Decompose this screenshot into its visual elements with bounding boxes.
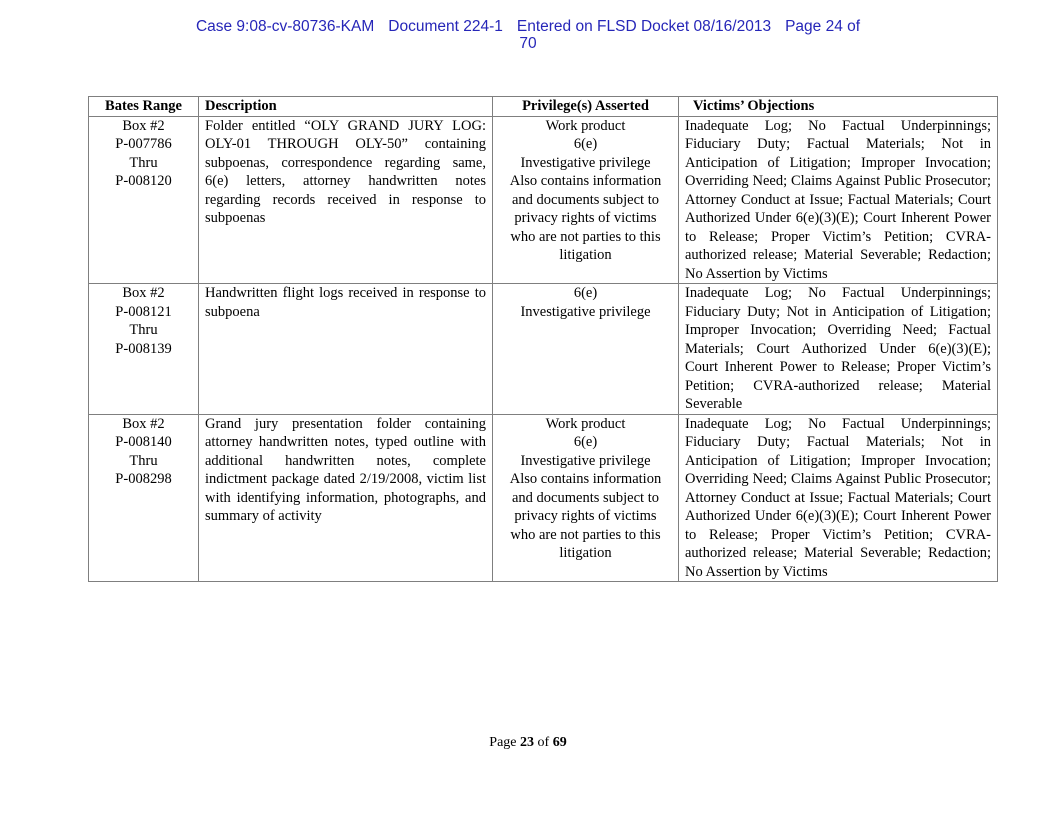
bates-range-cell <box>89 284 199 415</box>
description-cell: Folder entitled “OLY GRAND JURY LOG: OLY-01 THROUGH OLY-50” containing subpoenas, correspondence regarding same, 6(e) letters, attorney handwritten notes regarding records received in response to subpoenas <box>199 116 493 284</box>
privilege-line: Also contains information <box>509 471 662 487</box>
header-page-of: Page 24 of <box>785 18 861 35</box>
bates-line: P-008140 <box>115 434 172 450</box>
page-footer <box>0 735 1056 751</box>
bates-line: Thru <box>129 154 158 171</box>
case-number: Case 9:08-cv-80736-KAM <box>195 18 375 35</box>
privileges-cell <box>493 284 679 415</box>
privilege-line: privacy rights of victims <box>514 508 657 524</box>
bates-line: Thru <box>129 322 158 338</box>
footer-page-number: 23 <box>520 735 535 750</box>
bates-line: P-008121 <box>115 303 172 320</box>
column-header-description: Description <box>199 97 493 117</box>
bates-line: P-008120 <box>115 173 172 189</box>
privilege-line: Investigative privilege <box>520 303 651 320</box>
bates-range-cell <box>89 414 199 582</box>
privilege-line: Work product <box>545 117 626 134</box>
privilege-line: 6(e) <box>573 285 598 301</box>
table-row <box>89 284 998 415</box>
privilege-line: Investigative privilege <box>520 452 651 469</box>
bates-line: P-008139 <box>115 340 172 357</box>
privilege-line: Investigative privilege <box>520 154 651 171</box>
column-header-privileges: Privilege(s) Asserted <box>493 97 679 117</box>
privilege-line: litigation <box>559 545 612 561</box>
bates-range-cell <box>89 116 199 284</box>
privilege-line: Also contains information <box>509 173 662 189</box>
description-cell: Handwritten flight logs received in response to subpoena <box>199 284 493 415</box>
docket-header <box>0 18 1056 52</box>
objections-cell: Inadequate Log; No Factual Underpinnings; Fiduciary Duty; Factual Materials; Not in Anticipation of Litigation; Improper Invocation; Overriding Need; Claims Against Public Prosecutor; Attorney Conduct at Issue; Factual Materials; Court Authorized Under 6(e)(3)(E); Court Inherent Power to Release; Proper Victim’s Petition; CVRA-authorized release; Material Severable; Redaction; No Assertion by Victims <box>679 116 998 284</box>
column-header-bates-range: Bates Range <box>89 97 199 117</box>
objections-cell: Inadequate Log; No Factual Underpinnings; Fiduciary Duty; Factual Materials; Not in Anticipation of Litigation; Improper Invocation; Overriding Need; Claims Against Public Prosecutor; Attorney Conduct at Issue; Factual Materials; Court Authorized Under 6(e)(3)(E); Court Inherent Power to Release; Proper Victim’s Petition; CVRA-authorized release; Material Severable; Redaction; No Assertion by Victims <box>679 414 998 582</box>
header-page-total: 70 <box>519 35 537 52</box>
docket-entry: Entered on FLSD Docket 08/16/2013 <box>516 18 772 35</box>
bates-line: Box #2 <box>122 117 165 134</box>
privilege-line: and documents subject to <box>512 489 659 506</box>
privilege-line: who are not parties to this <box>510 228 661 245</box>
privileges-cell <box>493 414 679 582</box>
objections-cell: Inadequate Log; No Factual Underpinnings; Fiduciary Duty; Not in Anticipation of Litigation; Improper Invocation; Overriding Need; Factual Materials; Court Authorized Under 6(e)(3)(E); Court Inherent Power to Release; Proper Victim’s Petition; CVRA-authorized release; Material Severable <box>679 284 998 415</box>
column-header-objections: Victims’ Objections <box>679 97 998 117</box>
table-header-row <box>89 97 998 117</box>
footer-page-word: Page <box>489 735 517 750</box>
bates-line: P-008298 <box>115 471 172 487</box>
privilege-line: and documents subject to <box>512 191 659 208</box>
footer-of-word: of <box>537 735 550 750</box>
privilege-line: privacy rights of victims <box>514 210 657 226</box>
privilege-line: 6(e) <box>573 136 598 152</box>
bates-line: Thru <box>129 452 158 469</box>
table-row <box>89 414 998 582</box>
footer-total-pages: 69 <box>552 735 567 750</box>
privilege-line: Work product <box>545 415 626 432</box>
privilege-line: litigation <box>559 247 612 263</box>
privileges-cell <box>493 116 679 284</box>
privilege-line: 6(e) <box>573 434 598 450</box>
bates-line: P-007786 <box>115 136 172 152</box>
privilege-line: who are not parties to this <box>510 526 661 543</box>
bates-line: Box #2 <box>122 285 165 301</box>
bates-line: Box #2 <box>122 415 165 432</box>
description-cell: Grand jury presentation folder containing attorney handwritten notes, typed outline with additional handwritten notes, complete indictment package dated 2/19/2008, victim list with identifying information, photographs, and summary of activity <box>199 414 493 582</box>
privilege-log-table <box>88 96 998 582</box>
table-row <box>89 116 998 284</box>
document-number: Document 224-1 <box>388 18 503 35</box>
